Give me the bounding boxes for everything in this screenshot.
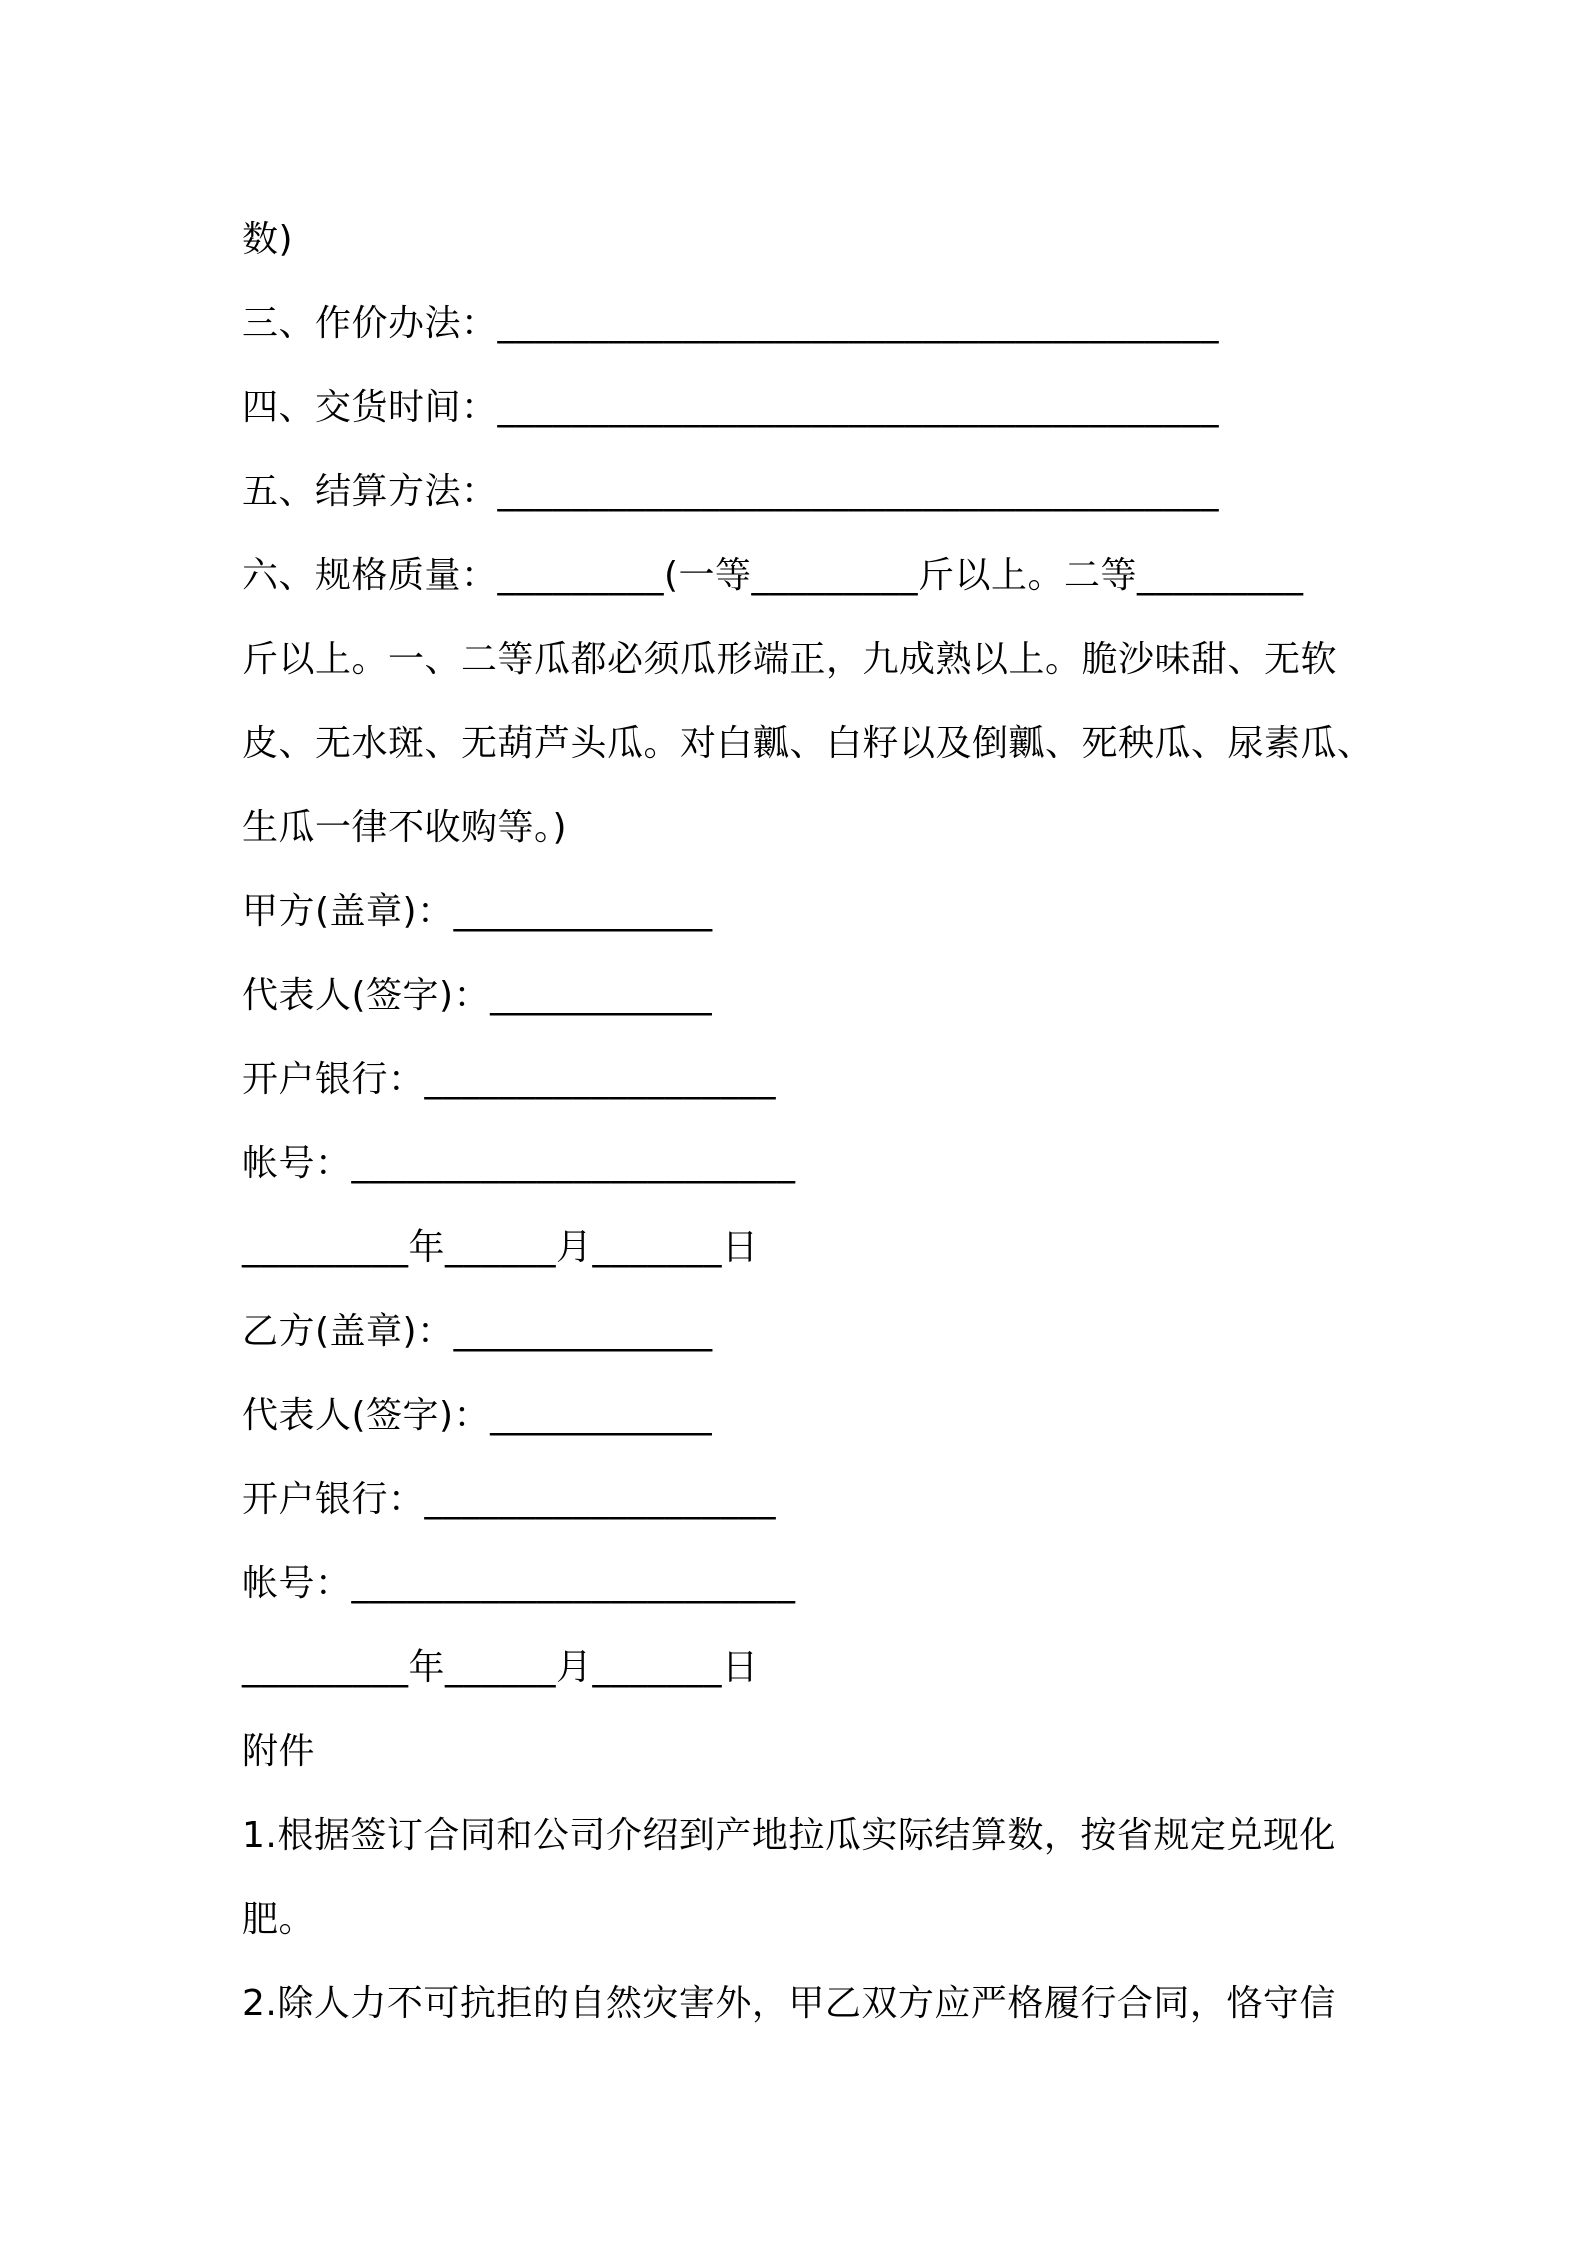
party-a-account-field: 帐号：________________________ (242, 1143, 796, 1184)
party-b-date-field: _________年______月_______日 (242, 1647, 759, 1688)
text-line: 肥。 (242, 1899, 316, 1940)
text-line: 1.根据签订合同和公司介绍到产地拉瓜实际结算数，按省规定兑现化 (242, 1815, 1336, 1856)
document-body (242, 198, 1374, 2046)
party-a-seal-field: 甲方(盖章)：______________ (242, 891, 713, 932)
party-a-representative-field: 代表人(签字)：____________ (242, 975, 713, 1016)
quality-spec-field: 六、规格质量：_________(一等_________斤以上。二等_________ (242, 555, 1304, 596)
party-b-bank-field: 开户银行：___________________ (242, 1479, 777, 1520)
appendix-heading: 附件 (242, 1731, 316, 1772)
settlement-method-field: 五、结算方法：_______________________________________ (242, 471, 1220, 512)
party-a-date-field: _________年______月_______日 (242, 1227, 759, 1268)
party-b-account-field: 帐号：________________________ (242, 1563, 796, 1604)
text-line: 数) (242, 219, 294, 260)
text-line: 皮、无水斑、无葫芦头瓜。对白瓤、白籽以及倒瓤、死秧瓜、尿素瓜、 (242, 723, 1374, 764)
party-a-bank-field: 开户银行：___________________ (242, 1059, 777, 1100)
party-b-seal-field: 乙方(盖章)：______________ (242, 1311, 713, 1352)
pricing-method-field: 三、作价办法：_______________________________________ (242, 303, 1220, 344)
text-line: 斤以上。一、二等瓜都必须瓜形端正，九成熟以上。脆沙味甜、无软 (242, 639, 1338, 680)
text-line: 2.除人力不可抗拒的自然灾害外，甲乙双方应严格履行合同，恪守信 (242, 1983, 1336, 2024)
text-line: 生瓜一律不收购等。) (242, 807, 568, 848)
delivery-time-field: 四、交货时间：_______________________________________ (242, 387, 1220, 428)
party-b-representative-field: 代表人(签字)：____________ (242, 1395, 713, 1436)
